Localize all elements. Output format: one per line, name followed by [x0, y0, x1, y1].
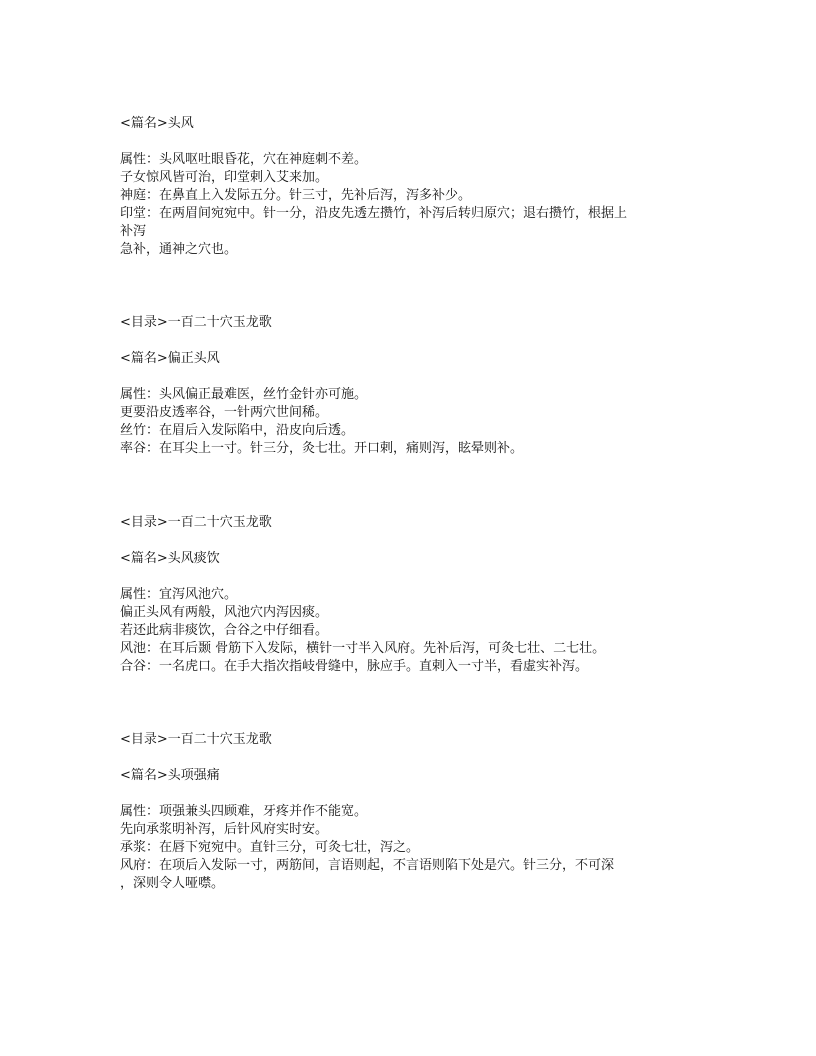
text-line: 若还此病非痰饮，合谷之中仔细看。: [120, 623, 329, 638]
text-line: 属性：项强兼头四顾难，牙疼并作不能宽。: [120, 804, 368, 819]
text-line: 补泻: [120, 224, 147, 239]
text-line: 更要沿皮透率谷，一针两穴世间稀。: [120, 405, 329, 420]
text-line: 风池：在耳后颞 骨筋下入发际，横针一寸半入风府。先补后泻，可灸七壮、二七壮。: [120, 641, 606, 656]
text-line: 子女惊风皆可治，印堂剌入艾来加。: [120, 170, 329, 185]
section-title: <篇名>偏正头风: [120, 351, 220, 366]
directory-heading: <目录>一百二十穴玉龙歌: [120, 315, 272, 330]
text-line: 属性：头风呕吐眼昏花，穴在神庭刺不差。: [120, 152, 368, 167]
text-line: 丝竹：在眉后入发际陷中，沿皮向后透。: [120, 423, 355, 438]
text-line: 属性：头风偏正最难医，丝竹金针亦可施。: [120, 387, 368, 402]
directory-heading: <目录>一百二十穴玉龙歌: [120, 515, 272, 530]
text-line: 属性：宜泻风池穴。: [120, 587, 238, 602]
text-line: 合谷：一名虎口。在手大指次指岐骨缝中，脉应手。直剌入一寸半，看虚实补泻。: [120, 659, 589, 674]
text-line: 神庭：在鼻直上入发际五分。针三寸，先补后泻，泻多补少。: [120, 188, 472, 203]
text-line: 率谷：在耳尖上一寸。针三分，灸七壮。开口剌，痛则泻，眩晕则补。: [120, 441, 524, 456]
text-line: 急补，通神之穴也。: [120, 242, 238, 257]
directory-heading: <目录>一百二十穴玉龙歌: [120, 732, 272, 747]
section-title: <篇名>头项强痛: [120, 768, 220, 783]
text-line: ，深则令人哑噤。: [120, 876, 225, 891]
text-line: 先向承浆明补泻，后针风府实时安。: [120, 822, 329, 837]
text-line: 风府：在项后入发际一寸，两筋间，言语则起，不言语则陷下处是穴。针三分，不可深: [120, 858, 615, 873]
section-title: <篇名>头风痰饮: [120, 551, 220, 566]
text-line: 印堂：在两眉间宛宛中。针一分，沿皮先透左攒竹，补泻后转归原穴；退右攒竹，根据上: [120, 206, 628, 221]
text-line: 承浆：在唇下宛宛中。直针三分，可灸七壮，泻之。: [120, 840, 420, 855]
text-line: 偏正头风有两般，风池穴内泻因痰。: [120, 605, 329, 620]
section-title: <篇名>头风: [120, 116, 194, 131]
